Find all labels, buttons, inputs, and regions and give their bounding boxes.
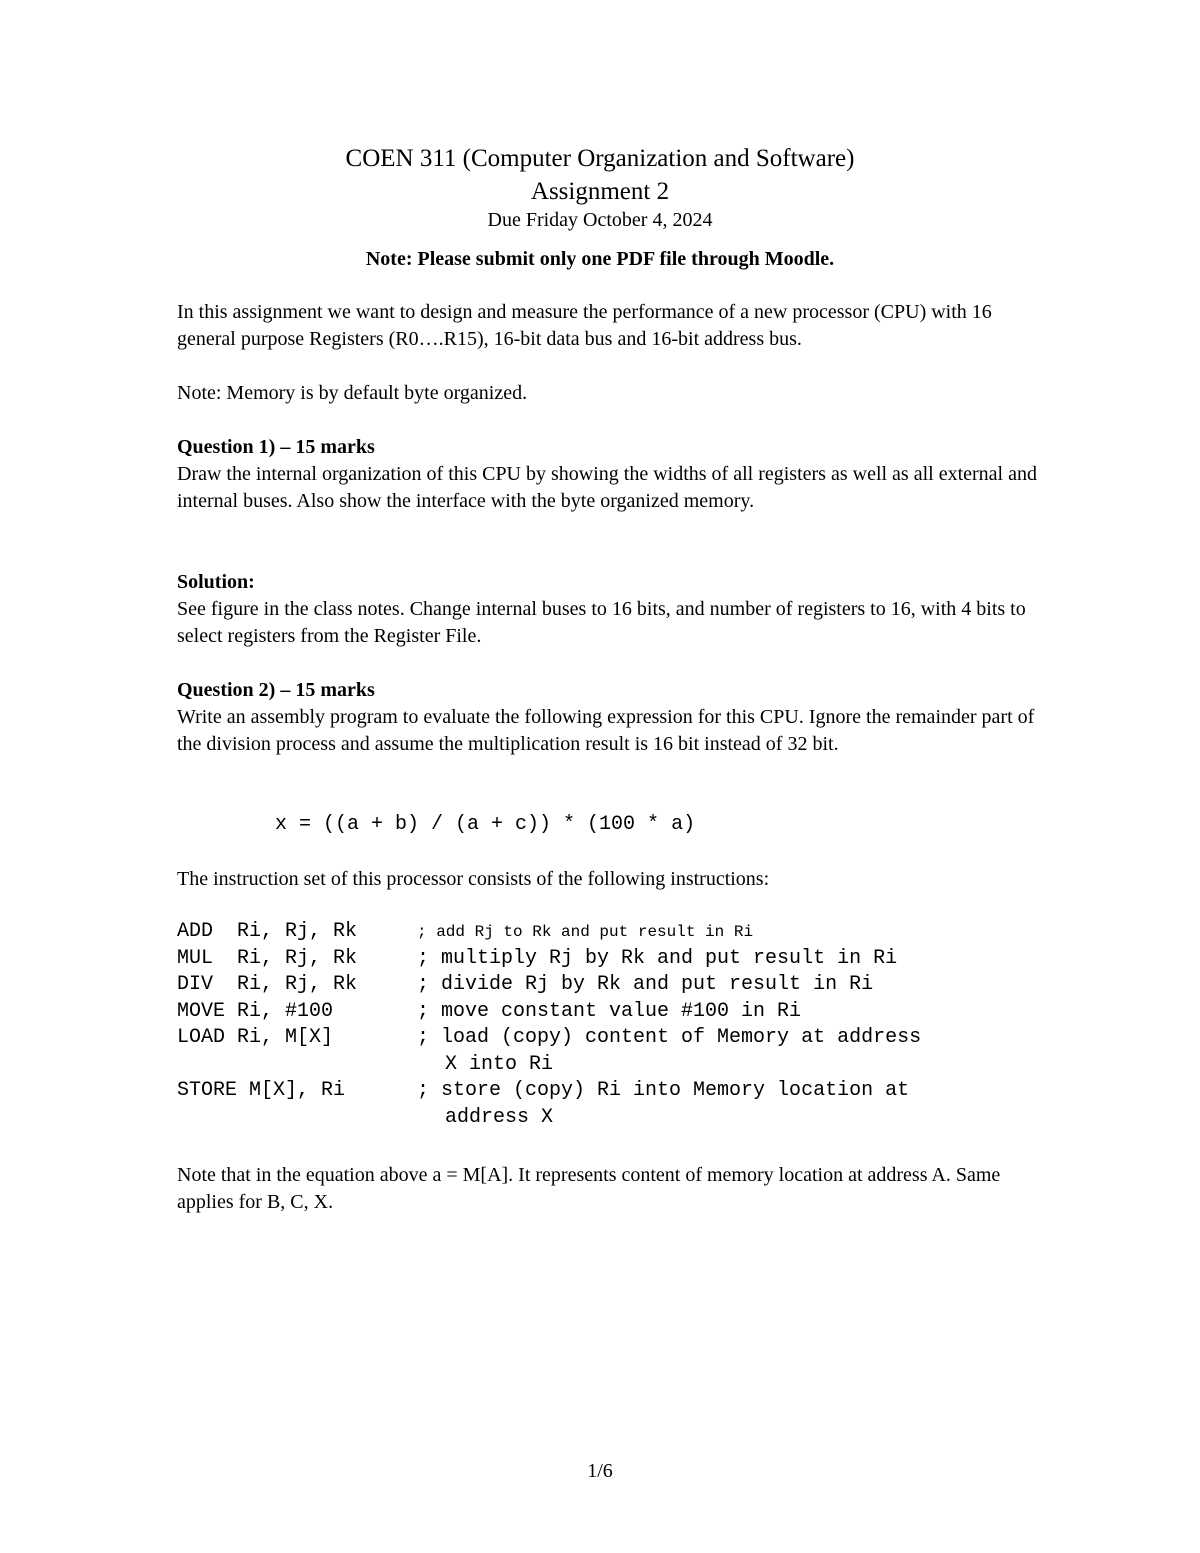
submission-note: Note: Please submit only one PDF file through Moodle.	[365, 248, 835, 270]
doc-subtitle: Assignment 2	[530, 178, 670, 205]
instruction-comment-line: ; store (copy) Ri into Memory location at	[417, 1079, 910, 1102]
expression: x = ((a + b) / (a + c)) * (100 * a)	[275, 813, 696, 836]
q1-text: Draw the internal organization of this CPU by showing the widths of all registers as well as all external and internal buses. Also show the interface with the byte organized memory.	[177, 463, 1037, 512]
instruction-set-table	[177, 919, 1037, 1131]
q2-heading: Question 2) – 15 marks	[177, 679, 375, 701]
q2-text: Write an assembly program to evaluate the following expression for this CPU. Ignore the remainder part of the division process and assume the multiplication result is 16 bit instead of 32 bit.	[177, 706, 1035, 755]
instruction-comment-continuation: address X	[445, 1105, 554, 1129]
instruction-row	[177, 972, 1037, 999]
instruction-mnemonic: STORE M[X], Ri	[177, 1079, 346, 1102]
instruction-row	[177, 946, 1037, 973]
due-date: Due Friday October 4, 2024	[487, 209, 713, 231]
instruction-comment	[417, 1025, 1017, 1078]
instruction-mnemonic: LOAD Ri, M[X]	[177, 1026, 334, 1049]
doc-title: COEN 311 (Computer Organization and Software)	[345, 145, 855, 172]
memory-note: Note: Memory is by default byte organized.	[177, 382, 528, 404]
instruction-row	[177, 999, 1037, 1026]
instruction-row	[177, 1078, 1037, 1131]
instruction-comment: ; divide Rj by Rk and put result in Ri	[417, 973, 874, 996]
instruction-row	[177, 1025, 1037, 1078]
instruction-comment: ; add Rj to Rk and put result in Ri	[417, 923, 754, 941]
instruction-comment-continuation: X into Ri	[445, 1052, 554, 1076]
instruction-comment: ; move constant value #100 in Ri	[417, 999, 802, 1023]
instruction-mnemonic: MOVE Ri, #100	[177, 999, 334, 1023]
instruction-comment: ; multiply Rj by Rk and put result in Ri	[417, 946, 898, 970]
instruction-mnemonic: ADD Ri, Rj, Rk	[177, 920, 358, 943]
isa-intro: The instruction set of this processor consists of the following instructions:	[177, 868, 770, 890]
closing-note: Note that in the equation above a = M[A]. It represents content of memory location at address A. Same applies for B, C, X.	[177, 1164, 1001, 1213]
instruction-mnemonic: MUL Ri, Rj, Rk	[177, 946, 358, 970]
q1-heading: Question 1) – 15 marks	[177, 436, 375, 458]
intro-paragraph: In this assignment we want to design and measure the performance of a new processor (CPU) with 16 general purpose Registers (R0….R15), 16-bit data bus and 16-bit address bus.	[177, 301, 992, 350]
solution-heading: Solution:	[177, 571, 255, 593]
instruction-comment-line: ; load (copy) content of Memory at address	[417, 1026, 922, 1049]
solution-text: See figure in the class notes. Change internal buses to 16 bits, and number of registers to 16, with 4 bits to select registers from the Register File.	[177, 598, 1026, 647]
instruction-row	[177, 919, 1037, 946]
page-number: 1/6	[587, 1460, 613, 1482]
instruction-comment	[417, 1078, 1017, 1131]
instruction-mnemonic: DIV Ri, Rj, Rk	[177, 973, 358, 996]
